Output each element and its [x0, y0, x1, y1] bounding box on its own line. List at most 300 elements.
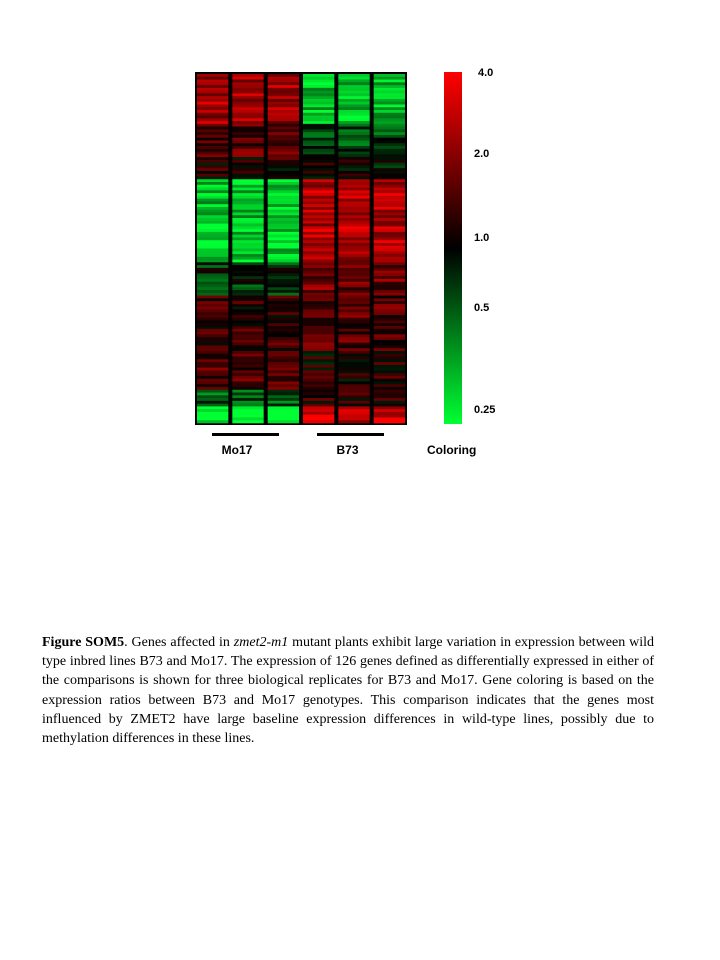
heatmap-cell	[268, 135, 299, 138]
heatmap-cell	[197, 157, 228, 160]
heatmap-cell	[268, 362, 299, 365]
heatmap-cell	[268, 406, 299, 409]
heatmap-cell	[197, 88, 228, 91]
heatmap-cell	[303, 118, 334, 121]
heatmap-cell	[374, 370, 405, 373]
heatmap-cell	[374, 323, 405, 326]
heatmap-cell	[197, 240, 228, 243]
heatmap-cell	[268, 118, 299, 121]
heatmap-cell	[268, 210, 299, 213]
heatmap-cell	[268, 390, 299, 393]
heatmap-cell	[374, 157, 405, 160]
heatmap-cell	[303, 345, 334, 348]
heatmap-cell	[268, 293, 299, 296]
heatmap-cell	[374, 404, 405, 407]
heatmap-cell	[338, 168, 369, 171]
heatmap-cell	[338, 345, 369, 348]
heatmap-cell	[338, 409, 369, 412]
heatmap-cell	[268, 251, 299, 254]
heatmap-cell	[374, 337, 405, 340]
heatmap-cell	[268, 398, 299, 401]
heatmap-cell	[374, 140, 405, 143]
heatmap-cell	[197, 104, 228, 107]
heatmap-cell	[374, 393, 405, 396]
heatmap-cell	[232, 243, 263, 246]
heatmap-cell	[338, 390, 369, 393]
heatmap-cell	[374, 116, 405, 119]
heatmap-cell	[303, 127, 334, 130]
heatmap-cell	[268, 218, 299, 221]
heatmap-cell	[232, 412, 263, 415]
heatmap-cell	[338, 268, 369, 271]
heatmap-cell	[268, 334, 299, 337]
heatmap-cell	[303, 287, 334, 290]
heatmap-cell	[374, 121, 405, 124]
heatmap-cell	[338, 107, 369, 110]
heatmap-cell	[374, 321, 405, 324]
heatmap-cell	[232, 82, 263, 85]
heatmap-cell	[374, 273, 405, 276]
heatmap-cell	[338, 293, 369, 296]
heatmap-cell	[197, 221, 228, 224]
heatmap-cell	[197, 146, 228, 149]
heatmap-cell	[374, 212, 405, 215]
heatmap-cell	[374, 379, 405, 382]
heatmap-cell	[338, 77, 369, 80]
heatmap-cell	[374, 138, 405, 141]
heatmap-cell	[232, 121, 263, 124]
heatmap-cell	[303, 249, 334, 252]
heatmap-cell	[268, 387, 299, 390]
heatmap-cell	[232, 160, 263, 163]
heatmap-cell	[374, 135, 405, 138]
heatmap-cell	[374, 354, 405, 357]
heatmap-cell	[268, 249, 299, 252]
heatmap-cell	[268, 309, 299, 312]
heatmap-cell	[232, 140, 263, 143]
heatmap-cell	[303, 298, 334, 301]
heatmap-cell	[197, 345, 228, 348]
heatmap-cell	[374, 235, 405, 238]
heatmap-cell	[303, 290, 334, 293]
heatmap-cell	[374, 190, 405, 193]
heatmap-cell	[197, 301, 228, 304]
heatmap-cell	[338, 257, 369, 260]
heatmap-cell	[232, 271, 263, 274]
heatmap-cell	[374, 260, 405, 263]
heatmap-cell	[232, 221, 263, 224]
heatmap-cell	[268, 232, 299, 235]
heatmap-cell	[232, 74, 263, 77]
heatmap-cell	[374, 80, 405, 83]
heatmap-cell	[232, 99, 263, 102]
heatmap-cell	[232, 279, 263, 282]
heatmap-cell	[338, 157, 369, 160]
heatmap-cell	[232, 381, 263, 384]
heatmap-cell	[197, 343, 228, 346]
heatmap-cell	[303, 368, 334, 371]
heatmap-cell	[338, 279, 369, 282]
heatmap-cell	[268, 321, 299, 324]
heatmap-cell	[232, 135, 263, 138]
heatmap-cell	[268, 221, 299, 224]
heatmap-cell	[268, 96, 299, 99]
heatmap-cell	[338, 129, 369, 132]
heatmap-cell	[303, 393, 334, 396]
heatmap-cell	[232, 251, 263, 254]
heatmap-cell	[374, 224, 405, 227]
heatmap-cell	[338, 287, 369, 290]
heatmap-cell	[338, 99, 369, 102]
heatmap-cell	[303, 138, 334, 141]
heatmap-cell	[232, 304, 263, 307]
heatmap-cell	[303, 282, 334, 285]
heatmap-cell	[197, 379, 228, 382]
heatmap-cell	[338, 309, 369, 312]
heatmap-cell	[303, 240, 334, 243]
heatmap-cell	[232, 321, 263, 324]
heatmap-cell	[338, 318, 369, 321]
heatmap-cell	[338, 212, 369, 215]
heatmap-cell	[232, 152, 263, 155]
heatmap-cell	[232, 398, 263, 401]
heatmap-cell	[268, 393, 299, 396]
heatmap-cell	[338, 370, 369, 373]
heatmap-cell	[197, 321, 228, 324]
heatmap-cell	[303, 196, 334, 199]
heatmap-cell	[338, 210, 369, 213]
heatmap-cell	[268, 301, 299, 304]
heatmap-cell	[232, 323, 263, 326]
heatmap-cell	[303, 401, 334, 404]
heatmap-cell	[232, 296, 263, 299]
heatmap-cell	[268, 132, 299, 135]
heatmap-cell	[303, 326, 334, 329]
heatmap-cell	[338, 171, 369, 174]
heatmap-cell	[197, 285, 228, 288]
heatmap-cell	[268, 204, 299, 207]
heatmap-cell	[338, 174, 369, 177]
heatmap-cell	[232, 96, 263, 99]
heatmap-cell	[268, 207, 299, 210]
heatmap-cell	[232, 290, 263, 293]
heatmap-cell	[232, 348, 263, 351]
heatmap-cell	[303, 190, 334, 193]
heatmap-cell	[338, 290, 369, 293]
heatmap-cell	[232, 276, 263, 279]
heatmap-cell	[197, 296, 228, 299]
heatmap-cell	[338, 420, 369, 423]
heatmap-cell	[232, 293, 263, 296]
heatmap-cell	[232, 312, 263, 315]
heatmap-cell	[374, 143, 405, 146]
heatmap-cell	[268, 240, 299, 243]
heatmap-cell	[197, 232, 228, 235]
heatmap-cell	[268, 265, 299, 268]
heatmap-cell	[232, 265, 263, 268]
heatmap-cell	[338, 215, 369, 218]
heatmap-cell	[374, 359, 405, 362]
heatmap-cell	[197, 215, 228, 218]
heatmap-cell	[268, 174, 299, 177]
heatmap-cell	[303, 116, 334, 119]
heatmap-cell	[374, 293, 405, 296]
heatmap-cell	[374, 343, 405, 346]
heatmap-cell	[268, 113, 299, 116]
heatmap-cell	[268, 185, 299, 188]
heatmap-cell	[197, 395, 228, 398]
heatmap-cell	[197, 165, 228, 168]
heatmap-cell	[303, 212, 334, 215]
heatmap-cell	[338, 379, 369, 382]
heatmap-cell	[338, 384, 369, 387]
heatmap-cell	[232, 354, 263, 357]
heatmap-cell	[197, 132, 228, 135]
heatmap-cell	[303, 309, 334, 312]
heatmap-cell	[268, 315, 299, 318]
heatmap-cell	[303, 80, 334, 83]
heatmap-cell	[232, 77, 263, 80]
heatmap-cell	[232, 282, 263, 285]
heatmap-cell	[268, 168, 299, 171]
heatmap-cell	[303, 140, 334, 143]
heatmap-cell	[232, 395, 263, 398]
heatmap-cell	[374, 237, 405, 240]
heatmap-cell	[197, 82, 228, 85]
scale-tick-4: 4.0	[478, 67, 494, 79]
heatmap-cell	[374, 229, 405, 232]
heatmap-cell	[197, 124, 228, 127]
heatmap-cell	[197, 254, 228, 257]
heatmap-cell	[374, 132, 405, 135]
heatmap-cell	[303, 276, 334, 279]
heatmap-cell	[374, 254, 405, 257]
heatmap-cell	[232, 171, 263, 174]
heatmap-cell	[303, 146, 334, 149]
heatmap-cell	[197, 118, 228, 121]
heatmap-cell	[268, 298, 299, 301]
heatmap-cell	[303, 348, 334, 351]
heatmap-cell	[374, 387, 405, 390]
heatmap-cell	[374, 398, 405, 401]
heatmap-cell	[232, 110, 263, 113]
heatmap-cell	[232, 343, 263, 346]
heatmap-cell	[374, 287, 405, 290]
heatmap-cell	[268, 149, 299, 152]
heatmap-cell	[303, 398, 334, 401]
heatmap-cell	[197, 77, 228, 80]
heatmap-cell	[338, 265, 369, 268]
heatmap-cell	[232, 268, 263, 271]
heatmap-cell	[268, 199, 299, 202]
heatmap-cell	[303, 359, 334, 362]
heatmap-cell	[303, 257, 334, 260]
heatmap-cell	[232, 143, 263, 146]
heatmap-cell	[197, 376, 228, 379]
heatmap-cell	[268, 188, 299, 191]
heatmap-cell	[268, 226, 299, 229]
heatmap-cell	[303, 188, 334, 191]
heatmap-cell	[338, 321, 369, 324]
heatmap-cell	[303, 91, 334, 94]
heatmap-cell	[303, 321, 334, 324]
heatmap-cell	[338, 152, 369, 155]
heatmap-cell	[197, 415, 228, 418]
heatmap-cell	[232, 285, 263, 288]
heatmap-cell	[303, 285, 334, 288]
heatmap-cell	[197, 168, 228, 171]
heatmap-cell	[268, 129, 299, 132]
heatmap-cell	[197, 420, 228, 423]
heatmap-cell	[232, 415, 263, 418]
heatmap-cell	[374, 207, 405, 210]
heatmap-cell	[232, 365, 263, 368]
heatmap-cell	[197, 121, 228, 124]
heatmap-cell	[232, 168, 263, 171]
heatmap-cell	[232, 127, 263, 130]
heatmap-cell	[338, 285, 369, 288]
heatmap-cell	[232, 157, 263, 160]
heatmap-cell	[374, 124, 405, 127]
heatmap-cell	[374, 118, 405, 121]
heatmap-cell	[338, 199, 369, 202]
heatmap-cell	[303, 373, 334, 376]
heatmap-cell	[338, 398, 369, 401]
heatmap-cell	[268, 279, 299, 282]
heatmap-cell	[303, 226, 334, 229]
heatmap-cell	[197, 351, 228, 354]
heatmap-cell	[374, 357, 405, 360]
heatmap-cell	[338, 348, 369, 351]
heatmap-cell	[232, 146, 263, 149]
heatmap-cell	[374, 276, 405, 279]
heatmap-cell	[268, 201, 299, 204]
heatmap-cell	[268, 337, 299, 340]
heatmap-cell	[197, 179, 228, 182]
heatmap-cell	[303, 243, 334, 246]
heatmap-cell	[197, 276, 228, 279]
heatmap-cell	[268, 157, 299, 160]
heatmap-cell	[197, 251, 228, 254]
heatmap-cell	[303, 129, 334, 132]
heatmap-cell	[303, 384, 334, 387]
heatmap-cell	[338, 110, 369, 113]
heatmap-cell	[197, 249, 228, 252]
heatmap-cell	[268, 312, 299, 315]
heatmap-cell	[197, 85, 228, 88]
heatmap-cell	[232, 204, 263, 207]
color-scale-bar	[444, 72, 462, 424]
heatmap-cell	[268, 235, 299, 238]
heatmap-cell	[232, 154, 263, 157]
heatmap-cell	[374, 301, 405, 304]
heatmap-cell	[197, 357, 228, 360]
heatmap-cell	[197, 293, 228, 296]
heatmap-cell	[268, 224, 299, 227]
heatmap-cell	[374, 401, 405, 404]
heatmap-cell	[338, 368, 369, 371]
heatmap-cell	[232, 326, 263, 329]
heatmap-cell	[303, 417, 334, 420]
heatmap-cell	[303, 271, 334, 274]
heatmap-cell	[197, 182, 228, 185]
heatmap-cell	[374, 285, 405, 288]
heatmap-cell	[232, 368, 263, 371]
heatmap-cell	[232, 199, 263, 202]
heatmap-cell	[338, 296, 369, 299]
heatmap-cell	[374, 362, 405, 365]
heatmap-cell	[232, 340, 263, 343]
heatmap-cell	[374, 160, 405, 163]
heatmap-cell	[303, 221, 334, 224]
heatmap-cell	[338, 229, 369, 232]
heatmap-cell	[374, 307, 405, 310]
heatmap-cell	[268, 379, 299, 382]
heatmap-cell	[374, 298, 405, 301]
heatmap-cell	[268, 254, 299, 257]
heatmap-cell	[374, 304, 405, 307]
heatmap-cell	[338, 337, 369, 340]
heatmap-cell	[303, 102, 334, 105]
heatmap-cell	[303, 96, 334, 99]
heatmap-cell	[303, 323, 334, 326]
heatmap-cell	[232, 393, 263, 396]
heatmap-cell	[338, 329, 369, 332]
heatmap-cell	[303, 304, 334, 307]
heatmap-cell	[303, 85, 334, 88]
heatmap-cell	[303, 121, 334, 124]
heatmap-cell	[197, 201, 228, 204]
heatmap-cell	[303, 193, 334, 196]
heatmap-cell	[197, 174, 228, 177]
heatmap-cell	[374, 149, 405, 152]
heatmap-cell	[338, 315, 369, 318]
heatmap-cell	[303, 365, 334, 368]
heatmap-cell	[303, 149, 334, 152]
heatmap-cell	[197, 271, 228, 274]
heatmap-cell	[197, 237, 228, 240]
heatmap-cell	[232, 337, 263, 340]
heatmap-cell	[268, 138, 299, 141]
heatmap-cell	[197, 199, 228, 202]
heatmap-cell	[268, 340, 299, 343]
heatmap-cell	[374, 348, 405, 351]
heatmap-cell	[338, 332, 369, 335]
heatmap-cell	[232, 124, 263, 127]
heatmap-cell	[197, 309, 228, 312]
heatmap-cell	[338, 340, 369, 343]
heatmap-cell	[268, 404, 299, 407]
heatmap-cell	[303, 301, 334, 304]
heatmap-cell	[303, 135, 334, 138]
heatmap-cell	[232, 149, 263, 152]
heatmap-cell	[197, 337, 228, 340]
heatmap-cell	[374, 384, 405, 387]
heatmap-cell	[374, 271, 405, 274]
heatmap-cell	[374, 176, 405, 179]
heatmap-cell	[197, 210, 228, 213]
heatmap-cell	[197, 384, 228, 387]
heatmap-cell	[338, 204, 369, 207]
heatmap-cell	[338, 237, 369, 240]
heatmap-cell	[197, 91, 228, 94]
heatmap-cell	[197, 406, 228, 409]
heatmap-cell	[232, 246, 263, 249]
heatmap-cell	[197, 304, 228, 307]
heatmap-cell	[268, 243, 299, 246]
heatmap-cell	[374, 102, 405, 105]
heatmap-cell	[303, 387, 334, 390]
